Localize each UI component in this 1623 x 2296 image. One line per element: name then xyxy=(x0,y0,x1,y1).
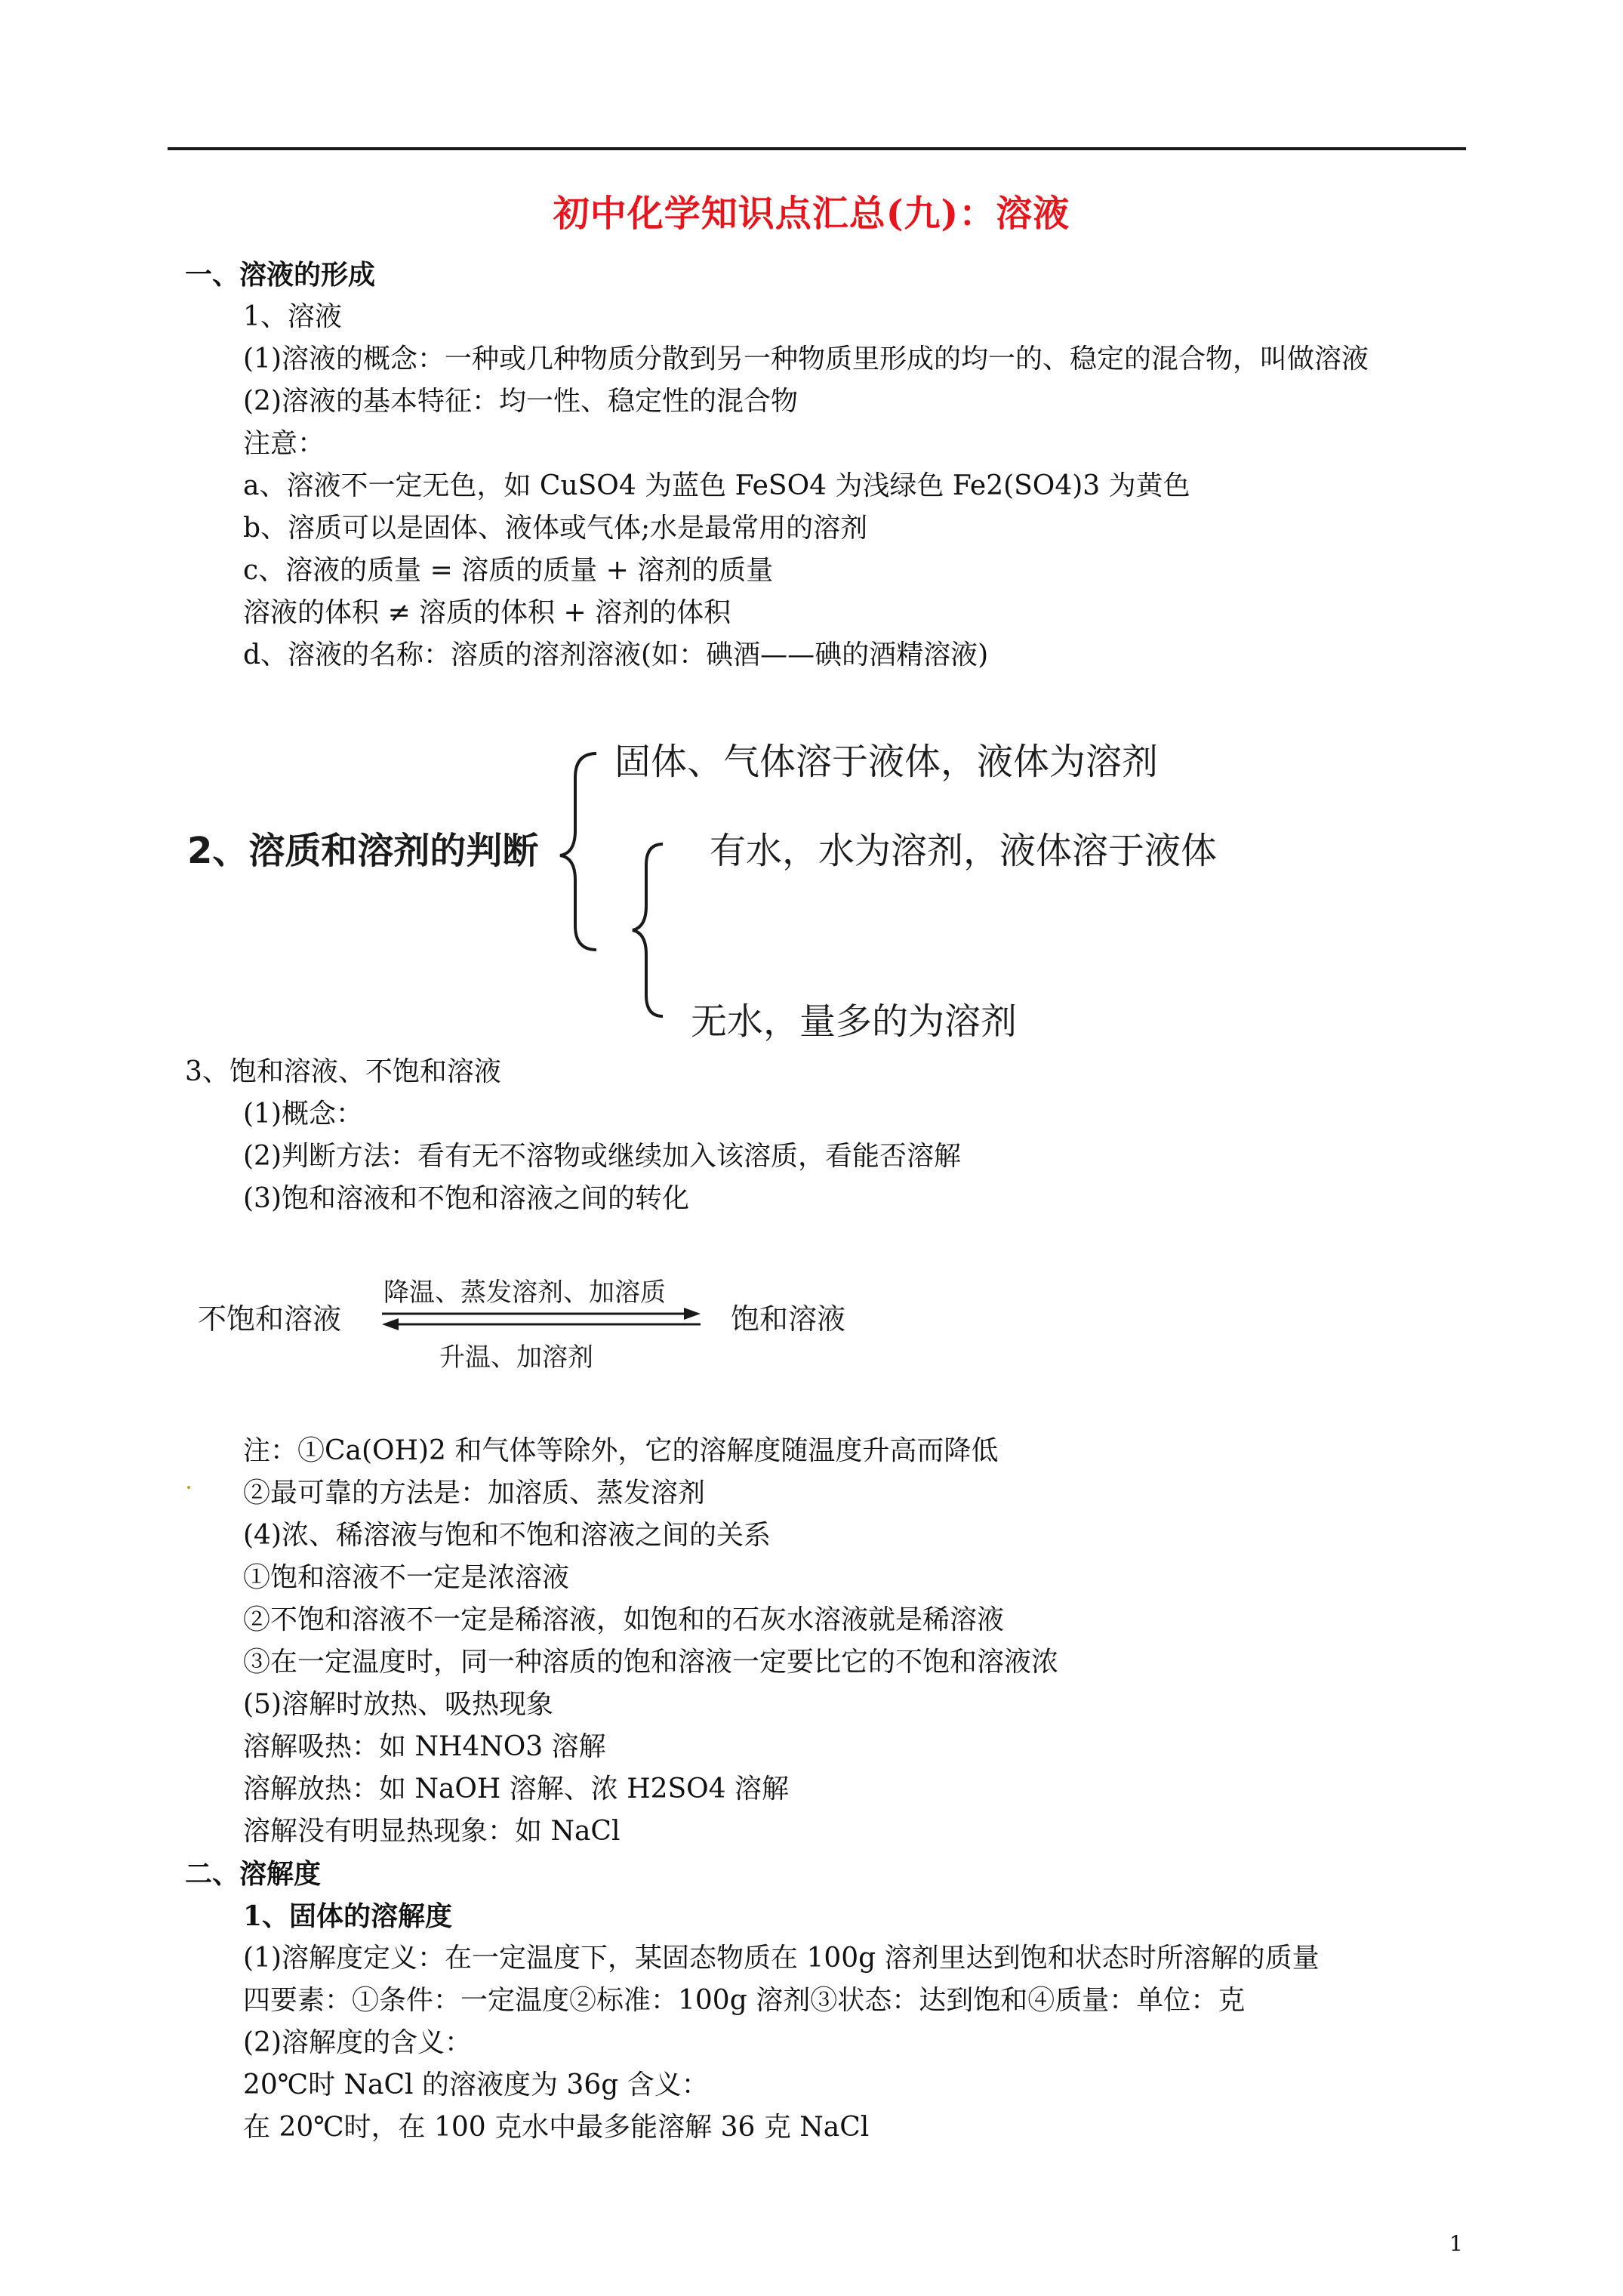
text-line: 四要素：①条件：一定温度②标准：100g 溶剂③状态：达到饱和④质量：单位：克 xyxy=(243,1985,1246,2016)
text-line: 溶解没有明显热现象：如 NaCl xyxy=(243,1816,621,1847)
judgement-branch-1: 固体、气体溶于液体，液体为溶剂 xyxy=(614,741,1159,783)
text-line: (1)溶液的概念：一种或几种物质分散到另一种物质里形成的均一的、稳定的混合物，叫做溶液 xyxy=(243,344,1369,374)
text-line: 溶解吸热：如 NH4NO3 溶解 xyxy=(243,1731,606,1762)
text-line: (1)概念： xyxy=(243,1099,363,1130)
judgement-branch-2: 有水，水为溶剂，液体溶于液体 xyxy=(710,830,1218,872)
conversion-top-label: 降温、蒸发溶剂、加溶质 xyxy=(383,1277,666,1308)
inner-brace-icon xyxy=(633,844,663,1016)
text-line: 一、溶液的形成 xyxy=(185,259,376,291)
backward-arrowhead-icon xyxy=(382,1318,399,1330)
text-line: (4)浓、稀溶液与饱和不饱和溶液之间的关系 xyxy=(243,1520,771,1551)
stray-dot xyxy=(187,1486,190,1489)
text-line: ②最可靠的方法是：加溶质、蒸发溶剂 xyxy=(243,1478,706,1509)
judgement-branch-3: 无水，量多的为溶剂 xyxy=(691,1000,1018,1043)
text-line: b、溶质可以是固体、液体或气体;水是最常用的溶剂 xyxy=(243,513,868,544)
text-line: ③在一定温度时，同一种溶质的饱和溶液一定要比它的不饱和溶液浓 xyxy=(243,1647,1059,1678)
text-line: 1、固体的溶解度 xyxy=(243,1900,453,1932)
page-number: 1 xyxy=(1449,2231,1463,2256)
conversion-right-label: 饱和溶液 xyxy=(731,1302,846,1336)
outer-brace-icon xyxy=(560,754,596,950)
judgement-figure xyxy=(0,0,1623,1057)
forward-arrowhead-icon xyxy=(684,1308,701,1320)
judgement-main-label: 2、溶质和溶剂的判断 xyxy=(187,830,539,872)
text-line: (2)溶液的基本特征：均一性、稳定性的混合物 xyxy=(243,386,798,417)
text-line: 二、溶解度 xyxy=(185,1858,322,1890)
text-line: ②不饱和溶液不一定是稀溶液，如饱和的石灰水溶液就是稀溶液 xyxy=(243,1604,1005,1635)
text-line: 注意： xyxy=(243,428,325,459)
conversion-bottom-label: 升温、加溶剂 xyxy=(439,1342,593,1373)
conversion-left-label: 不饱和溶液 xyxy=(198,1302,342,1336)
text-line: ①饱和溶液不一定是浓溶液 xyxy=(243,1562,570,1593)
text-line: (2)判断方法：看有无不溶物或继续加入该溶质，看能否溶解 xyxy=(243,1141,961,1172)
text-line: 溶解放热：如 NaOH 溶解、浓 H2SO4 溶解 xyxy=(243,1774,790,1804)
text-line: c、溶液的质量 = 溶质的质量 + 溶剂的质量 xyxy=(243,555,774,586)
brace-icons xyxy=(0,0,1623,1057)
conversion-figure xyxy=(0,1238,1623,1389)
text-line: d、溶液的名称：溶质的溶剂溶液(如：碘酒——碘的酒精溶液) xyxy=(243,639,989,670)
text-line: 3、饱和溶液、不饱和溶液 xyxy=(185,1056,501,1087)
text-line: (5)溶解时放热、吸热现象 xyxy=(243,1689,553,1720)
text-line: (2)溶解度的含义： xyxy=(243,2027,472,2058)
text-line: 溶液的体积 ≠ 溶质的体积 + 溶剂的体积 xyxy=(243,597,731,628)
text-line: a、溶液不一定无色，如 CuSO4 为蓝色 FeSO4 为浅绿色 Fe2(SO4)3 为黄色 xyxy=(243,470,1190,501)
text-line: 注：①Ca(OH)2 和气体等除外，它的溶解度随温度升高而降低 xyxy=(243,1435,999,1466)
page-title: 初中化学知识点汇总(九)：溶液 xyxy=(553,193,1070,235)
text-line: 1、溶液 xyxy=(243,301,342,332)
text-line: (3)饱和溶液和不饱和溶液之间的转化 xyxy=(243,1183,689,1214)
text-line: 在 20℃时，在 100 克水中最多能溶解 36 克 NaCl xyxy=(243,2112,870,2143)
text-line: (1)溶解度定义：在一定温度下，某固态物质在 100g 溶剂里达到饱和状态时所溶解的质量 xyxy=(243,1943,1320,1974)
text-line: 20℃时 NaCl 的溶液度为 36g 含义： xyxy=(243,2069,709,2100)
